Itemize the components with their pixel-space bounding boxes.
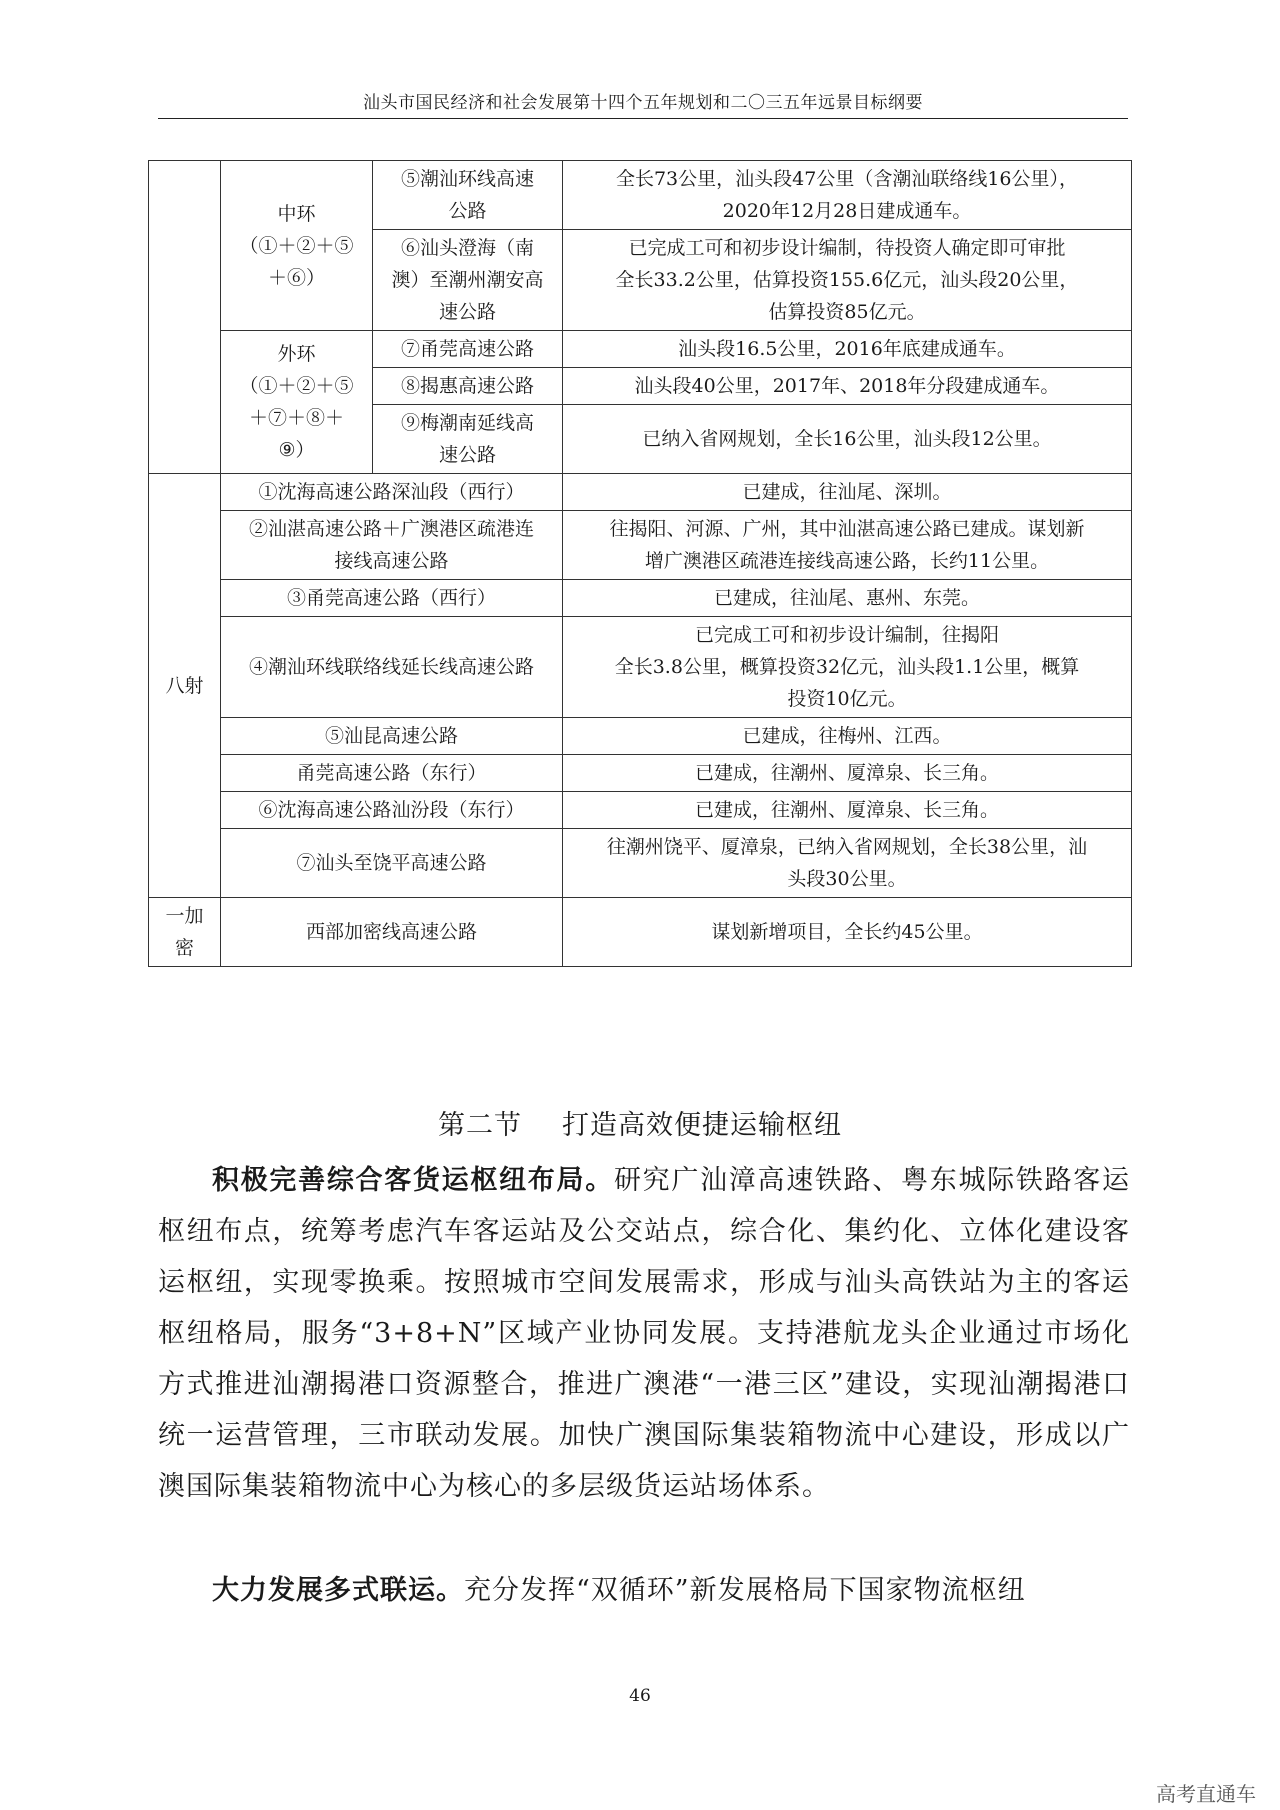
outer-ring-formula: （①＋②＋⑤ — [239, 375, 354, 397]
table-row — [149, 755, 1132, 792]
highway-table — [148, 160, 1132, 967]
road-desc: 投资10亿元。 — [787, 688, 907, 710]
table-row — [149, 718, 1132, 755]
road-name: ⑨梅潮南延线高 — [400, 412, 534, 434]
road-desc: 往揭阳、河源、广州，其中汕湛高速公路已建成。谋划新 — [609, 518, 1085, 540]
road-desc: 谋划新增项目，全长约45公里。 — [711, 921, 983, 943]
road-name-cell — [221, 718, 563, 755]
road-name: 公路 — [448, 200, 487, 222]
road-name: 速公路 — [438, 301, 496, 323]
road-name-cell — [373, 405, 563, 474]
table-row — [149, 580, 1132, 617]
road-desc: 估算投资85亿元。 — [768, 301, 926, 323]
paragraph — [158, 1565, 1130, 1616]
road-name: 速公路 — [438, 444, 496, 466]
road-name: 澳）至潮州潮安高 — [391, 269, 544, 291]
road-desc: 已建成，往潮州、厦漳泉、长三角。 — [694, 762, 999, 784]
road-desc-cell — [563, 580, 1132, 617]
central-ring-label-cell — [221, 161, 373, 331]
road-desc-cell — [563, 792, 1132, 829]
road-name: 西部加密线高速公路 — [305, 921, 477, 943]
road-desc-cell — [563, 230, 1132, 331]
road-desc: 汕头段16.5公里，2016年底建成通车。 — [678, 338, 1016, 360]
paragraph-lead: 积极完善综合客货运枢纽布局。 — [212, 1165, 614, 1196]
road-desc: 全长33.2公里，估算投资155.6亿元，汕头段20公里， — [615, 269, 1079, 291]
road-desc: 已完成工可和初步设计编制，往揭阳 — [694, 624, 999, 646]
road-name-cell — [373, 331, 563, 368]
road-desc-cell — [563, 511, 1132, 580]
eight-radial-label: 八射 — [165, 674, 204, 697]
outer-ring-label-cell — [221, 331, 373, 474]
table-row — [149, 511, 1132, 580]
road-name-cell — [221, 792, 563, 829]
central-ring-formula: ＋⑥） — [267, 266, 325, 289]
road-name: 接线高速公路 — [334, 550, 449, 572]
table-row — [149, 898, 1132, 967]
road-desc-cell — [563, 755, 1132, 792]
table-row — [149, 161, 1132, 230]
table-row — [149, 617, 1132, 718]
table-row — [149, 331, 1132, 368]
road-desc: 往潮州饶平、厦漳泉，已纳入省网规划，全长38公里，汕 — [606, 836, 1088, 858]
page-number: 46 — [629, 1686, 651, 1706]
eight-radial-label-cell — [149, 474, 221, 898]
road-name: ③甬莞高速公路（西行） — [286, 587, 496, 609]
road-desc-cell — [563, 474, 1132, 511]
central-ring-label: 中环 — [277, 202, 316, 225]
road-desc: 头段30公里。 — [787, 868, 907, 890]
road-name: ⑦甬莞高速公路 — [400, 338, 534, 360]
road-desc-cell — [563, 368, 1132, 405]
road-desc-cell — [563, 405, 1132, 474]
paragraph-text: 充分发挥“双循环”新发展格局下国家物流枢纽 — [464, 1575, 1026, 1606]
road-name: ⑤汕昆高速公路 — [324, 725, 458, 747]
table-row — [149, 829, 1132, 898]
table-row — [149, 792, 1132, 829]
road-desc-cell — [563, 829, 1132, 898]
densifier-label-cell — [149, 898, 221, 967]
road-desc: 已建成，往梅州、江西。 — [742, 725, 952, 747]
road-name-cell — [221, 474, 563, 511]
road-desc-cell — [563, 898, 1132, 967]
road-name: ⑥汕头澄海（南 — [400, 237, 534, 259]
paragraph-lead: 大力发展多式联运。 — [212, 1575, 464, 1606]
road-desc-cell — [563, 617, 1132, 718]
road-name-cell — [221, 617, 563, 718]
watermark: 高考直通车 — [1156, 1782, 1256, 1806]
table-row — [149, 474, 1132, 511]
road-desc: 已完成工可和初步设计编制，待投资人确定即可审批 — [628, 237, 1066, 259]
road-name: ⑧揭惠高速公路 — [400, 375, 534, 397]
road-name-cell — [221, 580, 563, 617]
road-desc: 已建成，往汕尾、惠州、东莞。 — [713, 587, 980, 609]
road-name: 甬莞高速公路（东行） — [296, 762, 487, 784]
road-name-cell — [373, 161, 563, 230]
road-name: ⑤潮汕环线高速 — [400, 168, 534, 190]
outer-ring-formula: ＋⑦＋⑧＋ — [248, 407, 344, 429]
road-name: ①沈海高速公路深汕段（西行） — [258, 481, 525, 503]
road-desc: 2020年12月28日建成通车。 — [722, 200, 972, 222]
document-header: 汕头市国民经济和社会发展第十四个五年规划和二〇三五年远景目标纲要 — [363, 93, 923, 113]
road-desc: 已建成，往汕尾、深圳。 — [742, 481, 952, 503]
section-number: 第二节 — [438, 1110, 522, 1141]
section-heading — [148, 1103, 1132, 1142]
road-desc: 汕头段40公里，2017年、2018年分段建成通车。 — [634, 375, 1060, 397]
road-name-cell — [221, 829, 563, 898]
road-desc: 已纳入省网规划，全长16公里，汕头段12公里。 — [642, 428, 1052, 450]
road-desc-cell — [563, 718, 1132, 755]
road-desc: 全长73公里，汕头段47公里（含潮汕联络线16公里）， — [615, 168, 1079, 190]
section-title: 打造高效便捷运输枢纽 — [562, 1110, 842, 1141]
outer-ring-label: 外环 — [277, 343, 316, 365]
outer-ring-formula: ⑨） — [278, 439, 315, 461]
road-name: ⑦汕头至饶平高速公路 — [296, 852, 487, 874]
road-name-cell — [373, 230, 563, 331]
road-desc: 全长3.8公里，概算投资32亿元，汕头段1.1公里，概算 — [614, 656, 1080, 678]
road-name-cell — [221, 511, 563, 580]
road-desc: 已建成，往潮州、厦漳泉、长三角。 — [694, 799, 999, 821]
densifier-label: 密 — [174, 937, 194, 959]
ring-category-cell — [149, 161, 221, 474]
road-name-cell — [221, 898, 563, 967]
road-name: ④潮汕环线联络线延长线高速公路 — [248, 656, 534, 678]
header-rule — [158, 118, 1128, 119]
densifier-label: 一加 — [165, 905, 204, 927]
road-name-cell — [221, 755, 563, 792]
road-name: ⑥沈海高速公路汕汾段（东行） — [258, 799, 525, 821]
paragraph — [158, 1155, 1130, 1512]
road-desc-cell — [563, 161, 1132, 230]
central-ring-formula: （①＋②＋⑤ — [239, 234, 354, 257]
paragraph-text: 研究广汕漳高速铁路、粤东城际铁路客运枢纽布点，统筹考虑汽车客运站及公交站点，综合化、集约化、立体化建设客运枢纽，实现零换乘。按照城市空间发展需求，形成与汕头高铁站为主的客运枢纽格局，服务“3+8+N”区域产业协同发展。支持港航龙头企业通过市场化方式推进汕潮揭港口资源整合，推进广澳港“一港三区”建设，实现汕潮揭港口统一运营管理，三市联动发展。加快广澳国际集装箱物流中心建设，形成以广澳国际集装箱物流中心为核心的多层级货运站场体系。 — [158, 1165, 1131, 1502]
road-name-cell — [373, 368, 563, 405]
road-desc: 增广澳港区疏港连接线高速公路，长约11公里。 — [644, 550, 1050, 572]
road-desc-cell — [563, 331, 1132, 368]
road-name: ②汕湛高速公路＋广澳港区疏港连 — [248, 518, 534, 540]
